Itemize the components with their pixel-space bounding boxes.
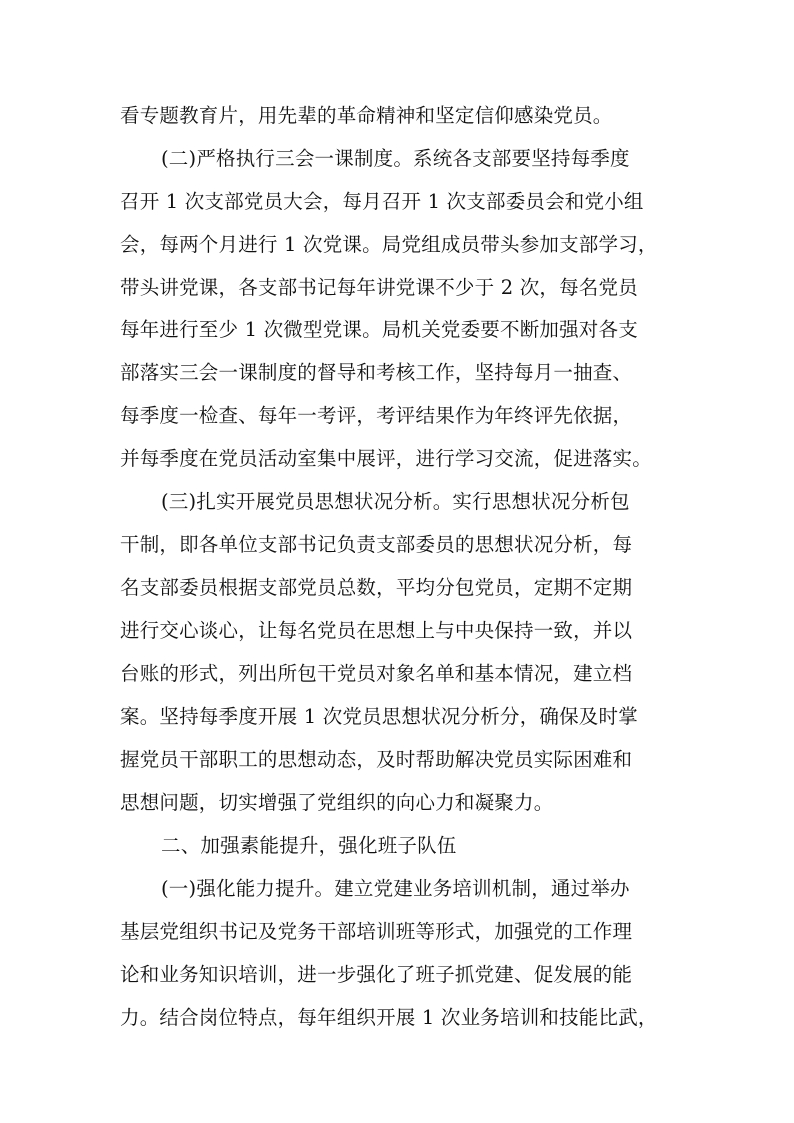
- text-line-8: 每季度一检查、每年一考评，考评结果作为年终评先依据，: [120, 404, 633, 427]
- text-line-20: 基层党组织书记及党务干部培训班等形式，加强党的工作理: [120, 920, 633, 943]
- text-line-2: (二)严格执行三会一课制度。系统各支部要坚持每季度: [161, 147, 630, 170]
- text-line-5: 带头讲党课，各支部书记每年讲党课不少于 2 次，每名党员: [120, 276, 638, 299]
- text-line-7: 部落实三会一课制度的督导和考核工作，坚持每月一抽查、: [120, 361, 633, 384]
- text-line-13: 进行交心谈心，让每名党员在思想上与中央保持一致，并以: [120, 619, 633, 642]
- section-heading: 二、加强素能提升，强化班子队伍: [161, 834, 457, 857]
- text-line-22: 力。结合岗位特点，每年组织开展 1 次业务培训和技能比武，: [120, 1006, 658, 1029]
- text-line-15: 案。坚持每季度开展 1 次党员思想状况分析分，确保及时掌: [120, 705, 638, 728]
- text-line-21: 论和业务知识培训，进一步强化了班子抓党建、促发展的能: [120, 963, 633, 986]
- text-line-10: (三)扎实开展党员思想状况分析。实行思想状况分析包: [161, 490, 630, 513]
- text-line-11: 干制，即各单位支部书记负责支部委员的思想状况分析，每: [120, 533, 633, 556]
- text-line-4: 会，每两个月进行 1 次党课。局党组成员带头参加支部学习，: [120, 233, 658, 256]
- text-line-16: 握党员干部职工的思想动态，及时帮助解决党员实际困难和: [120, 748, 633, 771]
- text-line-19: (一)强化能力提升。建立党建业务培训机制，通过举办: [161, 877, 630, 900]
- text-line-6: 每年进行至少 1 次微型党课。局机关党委要不断加强对各支: [120, 318, 638, 341]
- text-line-17: 思想问题，切实增强了党组织的向心力和凝聚力。: [120, 791, 554, 814]
- text-line-12: 名支部委员根据支部党员总数，平均分包党员，定期不定期: [120, 576, 633, 599]
- text-line-1: 看专题教育片，用先辈的革命精神和坚定信仰感染党员。: [120, 104, 613, 127]
- text-line-9: 并每季度在党员活动室集中展评，进行学习交流，促进落实。: [120, 447, 652, 470]
- text-line-3: 召开 1 次支部党员大会，每月召开 1 次支部委员会和党小组: [120, 190, 644, 213]
- text-line-14: 台账的形式，列出所包干党员对象名单和基本情况，建立档: [120, 662, 633, 685]
